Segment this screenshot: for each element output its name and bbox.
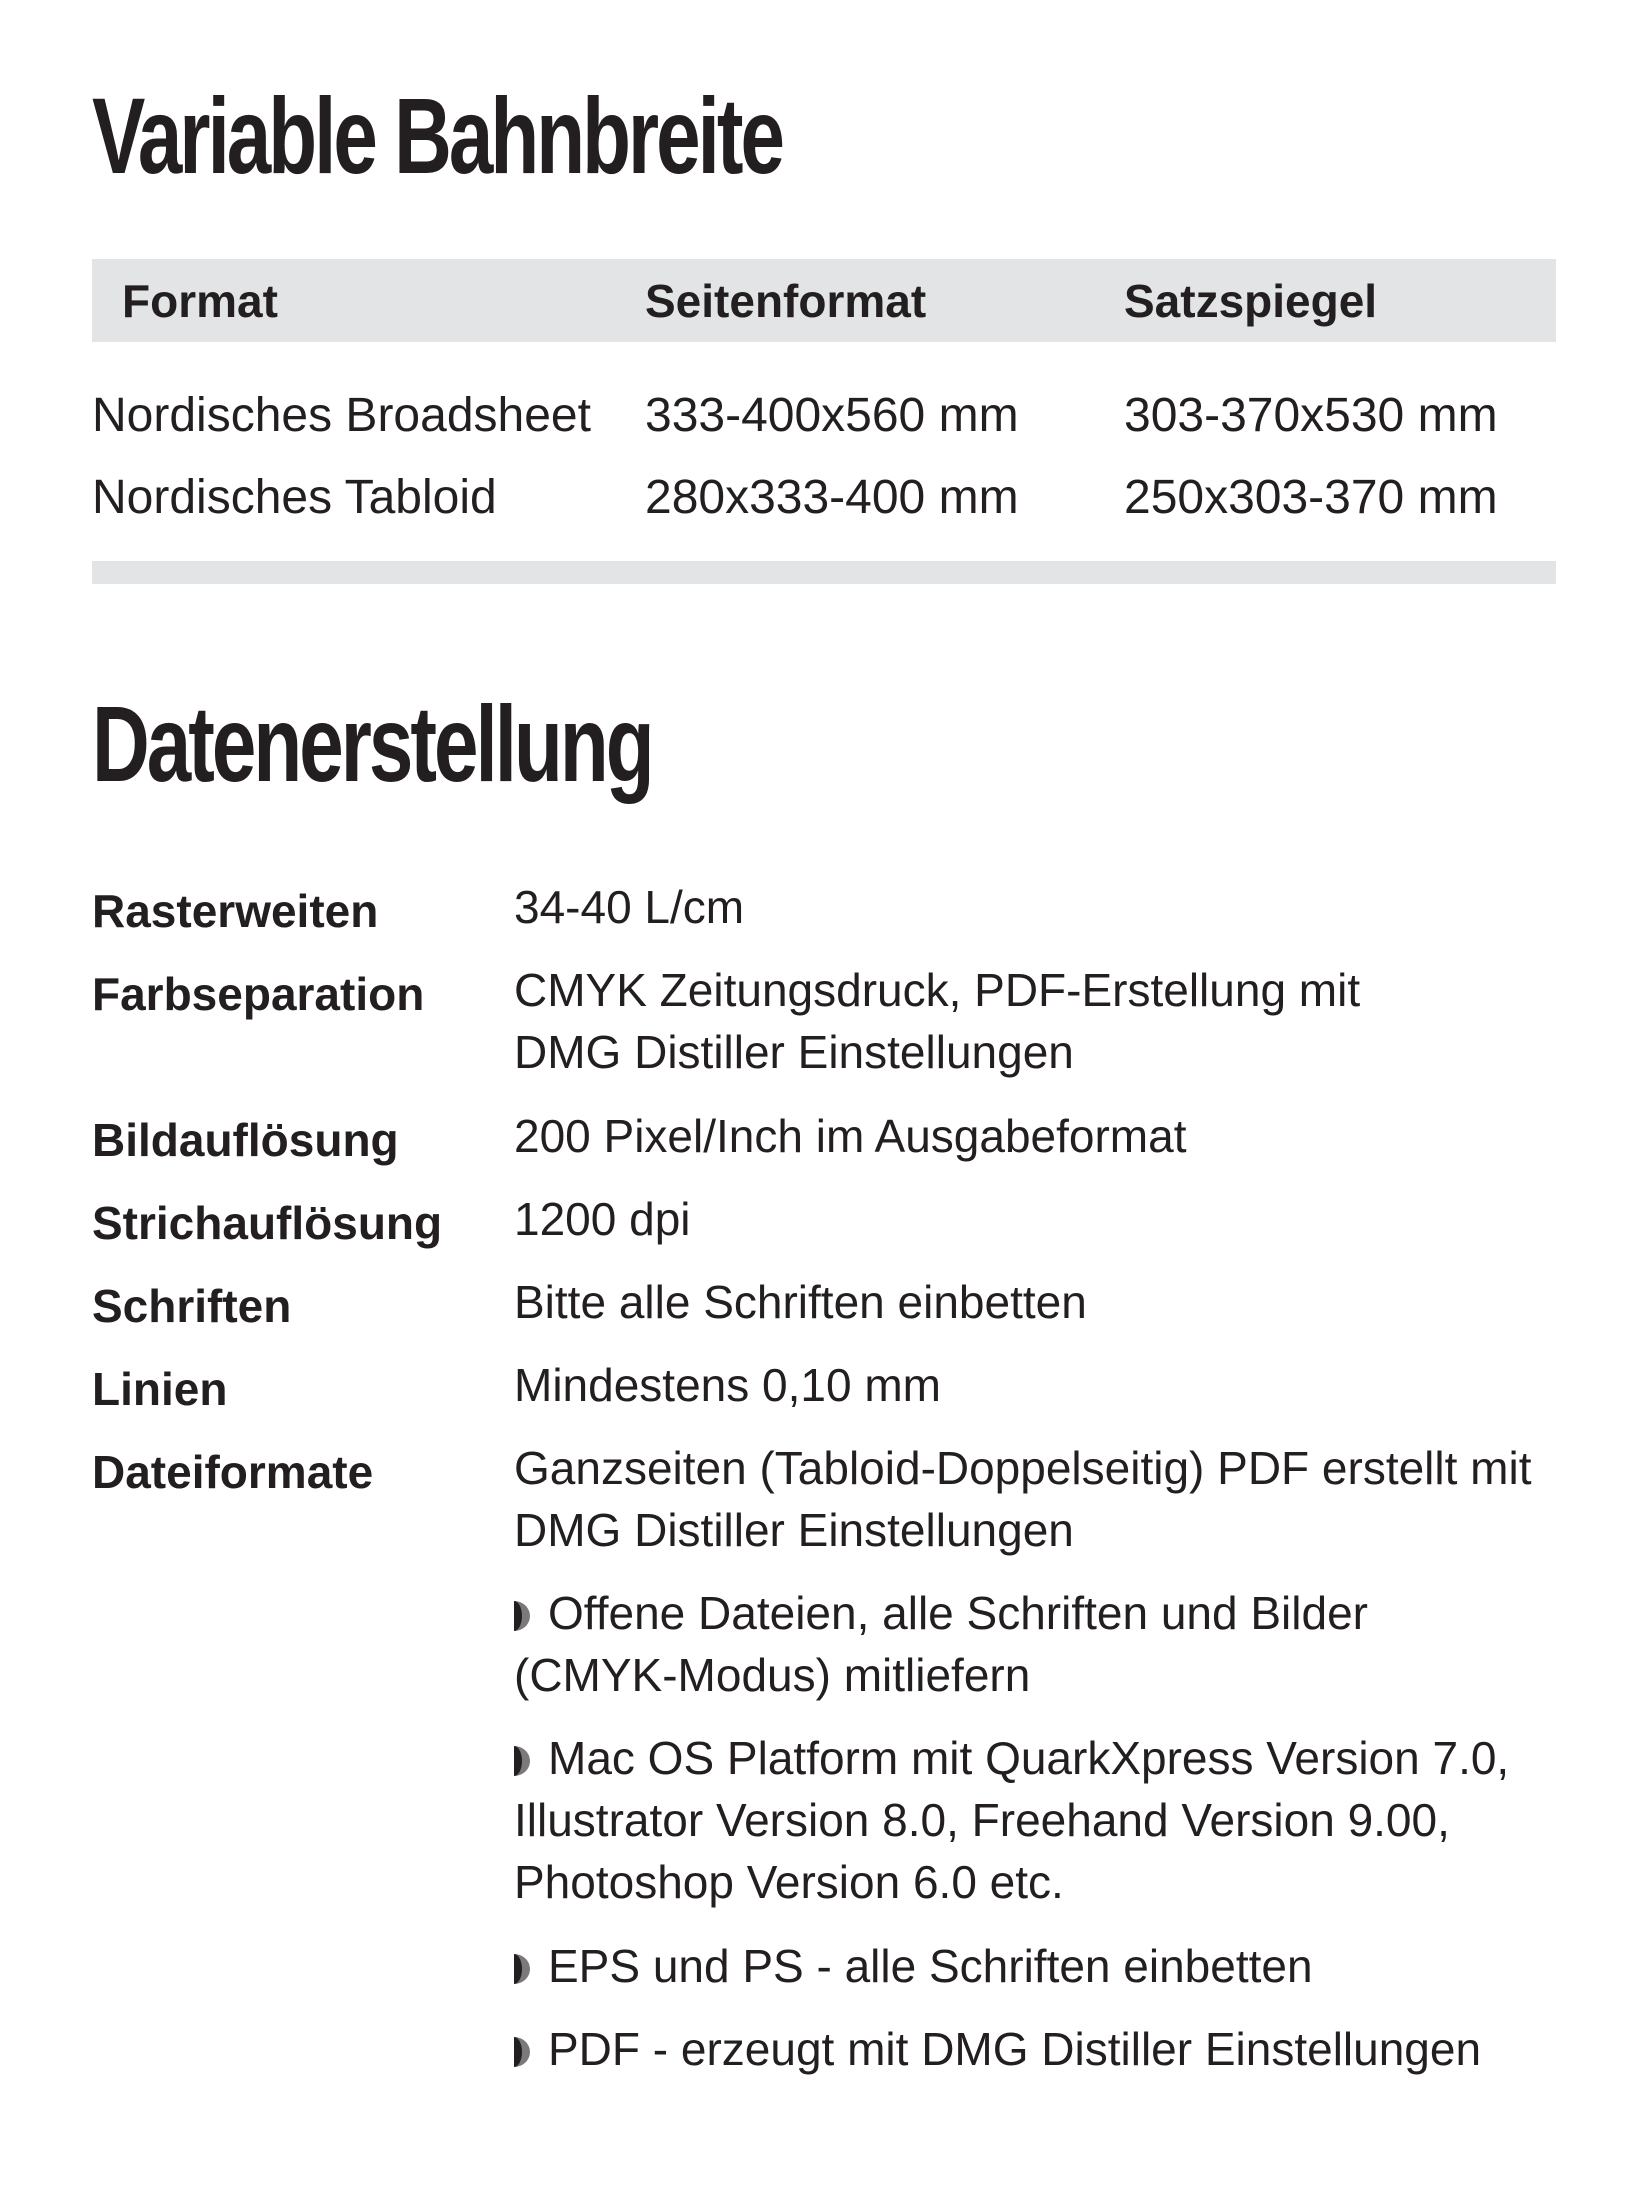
list-item-line: Photoshop Version 6.0 etc. xyxy=(514,1856,1064,1908)
spec-label: Bildauflösung xyxy=(92,1114,399,1166)
spec-value-line: CMYK Zeitungsdruck, PDF-Erstellung mit xyxy=(514,964,1361,1016)
table-cell-satzspiegel: 303-370x530 mm xyxy=(1124,389,1498,442)
spec-value xyxy=(514,1354,941,1416)
spec-label: Strichauflösung xyxy=(92,1197,443,1249)
list-item-line: PDF - erzeugt mit DMG Distiller Einstellungen xyxy=(548,2023,1482,2075)
column-header-satzspiegel: Satzspiegel xyxy=(1124,275,1378,327)
list-item xyxy=(514,1935,1313,1997)
table-cell-seitenformat: 333-400x560 mm xyxy=(645,389,1019,442)
spec-value-line: DMG Distiller Einstellungen xyxy=(514,1026,1074,1078)
table-bottom-rule xyxy=(92,561,1556,584)
spec-label: Farbseparation xyxy=(92,968,425,1020)
spec-value xyxy=(514,1188,691,1250)
spec-value xyxy=(514,876,744,938)
list-item xyxy=(514,2018,1481,2080)
spec-value-line: 200 Pixel/Inch im Ausgabeformat xyxy=(514,1110,1187,1162)
spec-value xyxy=(514,1437,1532,1561)
list-item xyxy=(514,1582,1368,1706)
spec-value-line: Mindestens 0,10 mm xyxy=(514,1359,941,1411)
table-cell-satzspiegel: 250x303-370 mm xyxy=(1124,471,1498,524)
spec-label: Rasterweiten xyxy=(92,885,379,937)
list-item-line: EPS und PS - alle Schriften einbetten xyxy=(548,1940,1313,1992)
spec-label: Dateiformate xyxy=(92,1446,374,1498)
table-cell-format: Nordisches Broadsheet xyxy=(92,389,591,442)
spec-value-line: DMG Distiller Einstellungen xyxy=(514,1504,1074,1556)
half-circle-bullet-icon xyxy=(514,2018,548,2080)
spec-value xyxy=(514,1271,1087,1333)
table-header xyxy=(92,259,1556,342)
list-item-line: Mac OS Platform mit QuarkXpress Version 7.0, xyxy=(548,1732,1510,1784)
table-cell-seitenformat: 280x333-400 mm xyxy=(645,471,1019,524)
half-circle-bullet-icon xyxy=(514,1727,548,1789)
spec-value-line: Bitte alle Schriften einbetten xyxy=(514,1276,1087,1328)
spec-value xyxy=(514,1105,1186,1167)
list-item-line: Illustrator Version 8.0, Freehand Version 9.00, xyxy=(514,1794,1450,1846)
list-item-line: Offene Dateien, alle Schriften und Bilder xyxy=(548,1587,1368,1639)
spec-label: Schriften xyxy=(92,1280,292,1332)
spec-value-line: 1200 dpi xyxy=(514,1193,691,1245)
column-header-format: Format xyxy=(122,275,278,327)
list-item-line: (CMYK-Modus) mitliefern xyxy=(514,1649,1031,1701)
spec-value xyxy=(514,959,1360,1083)
spec-value-line: 34-40 L/cm xyxy=(514,881,745,933)
spec-label: Linien xyxy=(92,1363,228,1415)
table-cell-format: Nordisches Tabloid xyxy=(92,471,497,524)
half-circle-bullet-icon xyxy=(514,1582,548,1644)
column-header-seitenformat: Seitenformat xyxy=(645,275,927,327)
section-title-datenerstellung: Datenerstellung xyxy=(92,683,652,804)
spec-value-line: Ganzseiten (Tabloid-Doppelseitig) PDF erstellt mit xyxy=(514,1442,1532,1494)
list-item xyxy=(514,1727,1509,1913)
half-circle-bullet-icon xyxy=(514,1935,548,1997)
section-title-bahnbreite: Variable Bahnbreite xyxy=(92,75,782,196)
